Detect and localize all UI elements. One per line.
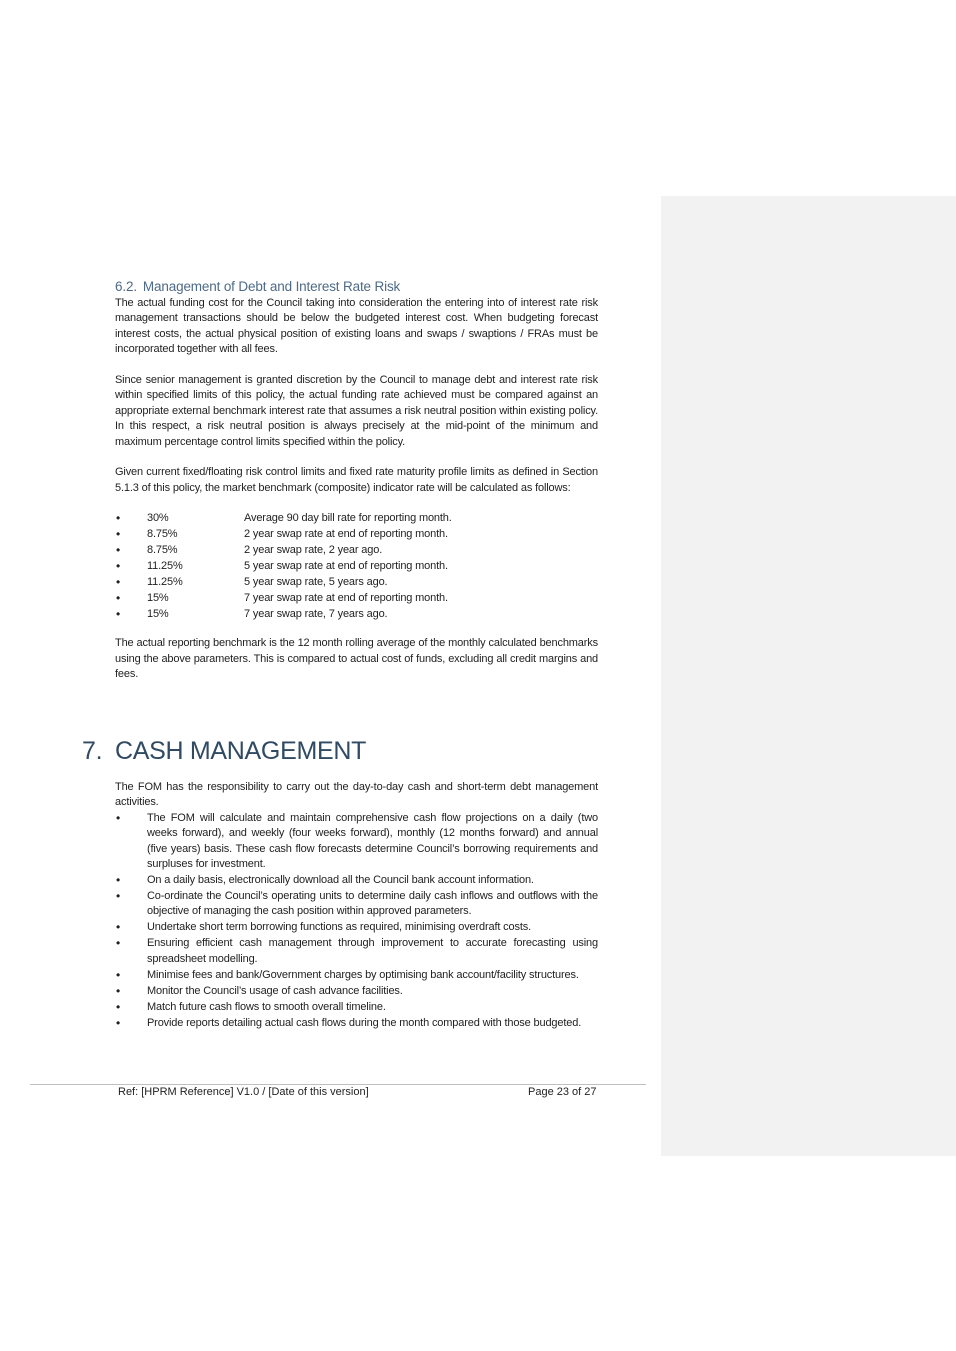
- list-item: [115, 526, 598, 542]
- list-item: [115, 558, 598, 574]
- rate-description: Average 90 day bill rate for reporting month.: [244, 512, 452, 525]
- rate-description: 7 year swap rate at end of reporting month.: [244, 592, 448, 605]
- rate-weight: 15%: [147, 592, 169, 605]
- rate-description: 2 year swap rate at end of reporting month.: [244, 528, 448, 541]
- list-item: • Match future cash flows to smooth overall timeline.: [115, 1000, 598, 1015]
- rate-description: 7 year swap rate, 7 years ago.: [244, 608, 388, 621]
- rate-weight: 30%: [147, 512, 169, 525]
- paragraph: Given current fixed/floating risk control limits and fixed rate maturity profile limits as defined in Section 5.1.3 of this policy, the market benchmark (composite) indicator rate will be calculated as follows:: [115, 466, 598, 494]
- list-item: • The FOM will calculate and maintain comprehensive cash flow projections on a daily (two weeks forward), and weekly (four weeks forward), monthly (12 months forward) and annual (five years) basis. These cash flow forecasts determine Council’s borrowing requirements and surpluses for investment.: [115, 811, 598, 873]
- rate-weight: 11.25%: [147, 560, 183, 573]
- paragraph: The FOM has the responsibility to carry out the day-to-day cash and short-term debt management activities.: [115, 781, 598, 809]
- section-title: Management of Debt and Interest Rate Risk: [142, 279, 401, 294]
- list-item: • Minimise fees and bank/Government charges by optimising bank account/facility structures.: [115, 968, 598, 983]
- section-number: 7.: [82, 737, 103, 765]
- rate-weight: 8.75%: [147, 528, 178, 541]
- section-7-heading: [82, 735, 366, 767]
- list-item: • On a daily basis, electronically download all the Council bank account information.: [115, 873, 598, 888]
- rate-weight: 8.75%: [147, 544, 178, 557]
- list-item: [115, 590, 598, 606]
- paragraph: The actual funding cost for the Council taking into consideration the entering into of interest rate risk management transactions should be below the budgeted interest cost. When budgeting forecast interest costs, the actual physical position of existing loans and swaps / swaptions / FRAs must be incorporated together with all fees.: [115, 297, 598, 356]
- page-number: Page 23 of 27: [528, 1086, 597, 1098]
- section-title: CASH MANAGEMENT: [115, 737, 367, 765]
- rate-description: 5 year swap rate at end of reporting month.: [244, 560, 448, 573]
- list-item: [115, 574, 598, 590]
- rate-description: 2 year swap rate, 2 year ago.: [244, 544, 383, 557]
- section-number: 6.2.: [115, 279, 137, 294]
- footer-reference: Ref: [HPRM Reference] V1.0 / [Date of this version]: [118, 1086, 369, 1098]
- rate-description: 5 year swap rate, 5 years ago.: [244, 576, 388, 589]
- cash-management-list: [115, 811, 598, 1031]
- paragraph: Since senior management is granted discretion by the Council to manage debt and interest rate risk within specified limits of this policy, the actual funding rate achieved must be compared against an appropriate external benchmark interest rate that assumes a risk neutral position within existing policy. In this respect, a risk neutral position is always precisely at the mid-point of the minimum and maximum percentage control limits specified within the policy.: [115, 374, 598, 448]
- section-6-2-heading: [115, 278, 598, 295]
- list-item: • Ensuring efficient cash management through improvement to accurate forecasting using spreadsheet modelling.: [115, 936, 598, 967]
- comment-pane: [661, 196, 956, 1156]
- paragraph: The actual reporting benchmark is the 12 month rolling average of the monthly calculated benchmarks using the above parameters. This is compared to actual cost of funds, excluding all credit margins and fees.: [115, 637, 598, 681]
- list-item: • Provide reports detailing actual cash flows during the month compared with those budgeted.: [115, 1016, 598, 1031]
- rate-weight: 15%: [147, 608, 169, 621]
- list-item: [115, 606, 598, 622]
- list-item: [115, 510, 598, 526]
- benchmark-rate-list: [115, 510, 598, 622]
- list-item: • Co-ordinate the Council’s operating units to determine daily cash inflows and outflows with the objective of managing the cash position within approved parameters.: [115, 889, 598, 920]
- list-item: [115, 542, 598, 558]
- list-item: • Undertake short term borrowing functions as required, minimising overdraft costs.: [115, 920, 598, 935]
- section-7: [115, 780, 598, 1032]
- section-6-2: [115, 278, 598, 682]
- rate-weight: 11.25%: [147, 576, 183, 589]
- list-item: • Monitor the Council’s usage of cash advance facilities.: [115, 984, 598, 999]
